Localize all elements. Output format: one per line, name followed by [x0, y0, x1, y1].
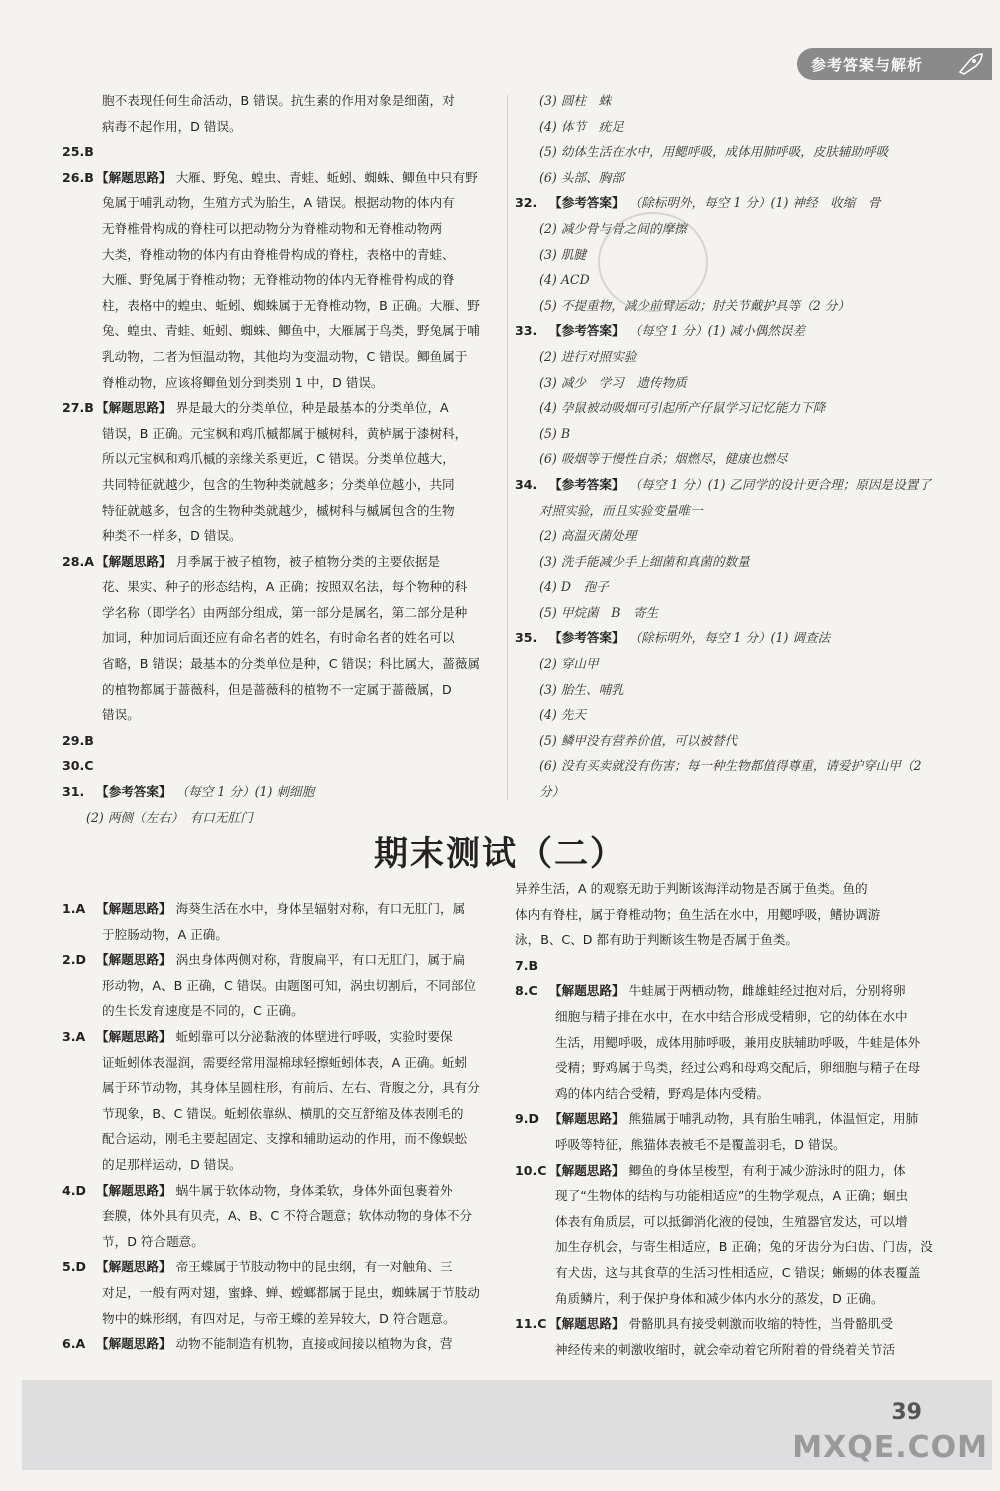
answer-line: [515, 1260, 955, 1286]
answer-text: 涡虫身体两侧对称，背腹扁平，有口无肛门，属于扁: [175, 952, 466, 968]
answer-line: [515, 728, 955, 754]
answer-text: 花、果实、种子的形态结构，A 正确；按照双名法，每个物种的科: [102, 579, 468, 595]
answer-line: [62, 446, 500, 472]
handwritten-answer: （每空 1 分）(1) 刺细胞: [175, 784, 315, 800]
answer-text: 省略，B 错误；最基本的分类单位是种，C 错误；科比属大，蔷薇属: [102, 656, 481, 672]
handwritten-answer: (2) 穿山甲: [539, 656, 599, 672]
answer-text: 现了“生物体的结构与功能相适应”的生物学观点，A 正确；蛔虫: [555, 1188, 909, 1204]
answer-line: [62, 651, 500, 677]
answer-text: 节现象，B、C 错误。蚯蚓依靠纵、横肌的交互舒缩及体表刚毛的: [102, 1105, 464, 1121]
answer-line: [515, 1055, 955, 1081]
bottom-left-column: [62, 896, 500, 1357]
question-number: 4.D: [62, 1182, 87, 1198]
bottom-right-column: [515, 876, 955, 1362]
answer-text: 骨骼肌具有接受刺激而收缩的特性，当骨骼肌受: [628, 1316, 894, 1332]
question-number: 5.D: [62, 1259, 87, 1275]
answer-line: [515, 216, 955, 242]
handwritten-answer: (3) 洗手能减少手上细菌和真菌的数量: [539, 553, 750, 569]
answer-line: [515, 1311, 955, 1337]
answer-text: 动物不能制造有机物，直接或间接以植物为食，营: [175, 1336, 453, 1352]
answer-line: [515, 344, 955, 370]
answer-text: 大雁、野兔属于脊椎动物；无脊椎动物的体内无脊椎骨构成的脊: [102, 272, 455, 288]
answer-line: [515, 190, 955, 216]
answer-tag: 【参考答案】: [549, 476, 625, 492]
answer-text: 蚯蚓靠可以分泌黏液的体壁进行呼吸，实验时要保: [175, 1028, 453, 1044]
answer-text: 有犬齿，这与其食草的生活习性相适应，C 错误；蜥蜴的体表覆盖: [555, 1264, 921, 1280]
answer-line: [62, 395, 500, 421]
answer-line: [62, 498, 500, 524]
answer-line: [515, 165, 955, 191]
answer-text: 所以元宝枫和鸡爪槭的亲缘关系更近，C 错误。分类单位越大，: [102, 451, 455, 467]
answer-line: [62, 947, 500, 973]
answer-line: [62, 344, 500, 370]
answer-line: [62, 973, 500, 999]
top-right-column: [515, 88, 955, 805]
handwritten-answer: （除标明外，每空 1 分）(1) 神经 收缩 骨: [628, 195, 881, 211]
answer-line: [515, 1030, 955, 1056]
answer-line: [62, 702, 500, 728]
question-number: 11.C: [515, 1316, 547, 1332]
answer-line: [62, 1152, 500, 1178]
answer-line: [62, 1178, 500, 1204]
answer-line: [515, 876, 955, 902]
answer-tag: 【解题思路】: [549, 1316, 625, 1332]
answer-text: 帝王蝶属于节肢动物中的昆虫纲，有一对触角、三: [175, 1259, 453, 1275]
answer-line: [515, 293, 955, 319]
handwritten-answer: (4) 先天: [539, 707, 587, 723]
answer-text: 属于环节动物，其身体呈圆柱形，有前后、左右、背腹之分，具有分: [102, 1080, 480, 1096]
answer-text: 牛蛙属于两栖动物，雌雄蛙经过抱对后，分别将卵: [628, 983, 906, 999]
answer-text: 加生存机会，与寄生相适应，B 正确；兔的牙齿分为臼齿、门齿，没: [555, 1239, 933, 1255]
answer-tag: 【参考答案】: [96, 784, 172, 800]
answer-line: [62, 1075, 500, 1101]
answer-line: [62, 922, 500, 948]
handwritten-answer: （每空 1 分）(1) 乙同学的设计更合理；原因是设置了: [628, 476, 931, 492]
answer-line: [515, 1081, 955, 1107]
answer-text: 受精；野鸡属于鸟类，经过公鸡和母鸡交配后，卵细胞与精子在母: [555, 1060, 921, 1076]
answer-line: [515, 1234, 955, 1260]
answer-text: 物中的蛛形纲，有四对足，与帝王蝶的差异较大，D 符合题意。: [102, 1310, 456, 1326]
answer-text: 呼吸等特征，熊猫体表被毛不是覆盖羽毛，D 错误。: [555, 1136, 846, 1152]
answer-text: 病毒不起作用，D 错误。: [102, 118, 242, 134]
answer-text: 错误。: [102, 707, 140, 723]
answer-text: 脊椎动物，应该将鲫鱼划分到类别 1 中，D 错误。: [102, 374, 384, 390]
answer-line: [515, 953, 955, 979]
question-number: 28.A: [62, 553, 95, 569]
answer-text: 细胞与精子排在水中，在水中结合形成受精卵，它的幼体在水中: [555, 1008, 908, 1024]
answer-line: [62, 472, 500, 498]
answer-text: 对足，一般有两对翅，蜜蜂、蝉、螳螂都属于昆虫，蜘蛛属于节肢动: [102, 1284, 480, 1300]
answer-text: 加词，种加词后面还应有命名者的姓名，有时命名者的姓名可以: [102, 630, 455, 646]
handwritten-answer: 对照实验，而且实验变量唯一: [539, 502, 703, 518]
answer-line: [62, 1126, 500, 1152]
question-number: 10.C: [515, 1162, 547, 1178]
question-number: 31.: [62, 784, 85, 800]
answer-line: [515, 702, 955, 728]
answer-line: [515, 395, 955, 421]
answer-text: 学名称（即学名）由两部分组成，第一部分是属名，第二部分是种: [102, 604, 468, 620]
handwritten-answer: (4) 体节 疣足: [539, 118, 624, 134]
answer-line: [62, 242, 500, 268]
answer-text: 的植物都属于蔷薇科，但是蔷薇科的植物不一定属于蔷薇属，D: [102, 681, 452, 697]
answer-line: [62, 677, 500, 703]
header-banner: [797, 48, 992, 80]
question-number: 1.A: [62, 901, 86, 916]
answer-line: [515, 779, 955, 805]
answer-line: [515, 1106, 955, 1132]
answer-text: 兔、蝗虫、青蛙、蚯蚓、蜘蛛、鲫鱼中，大雁属于鸟类，野兔属于哺: [102, 323, 480, 339]
answer-line: [62, 1229, 500, 1255]
handwritten-answer: (6) 没有买卖就没有伤害；每一种生物都值得尊重，请爱护穿山甲（2: [539, 758, 922, 774]
question-number: 35.: [515, 630, 538, 646]
answer-text: 蜗牛属于软体动物，身体柔软，身体外面包裹着外: [175, 1182, 453, 1198]
answer-text: 鲫鱼的身体呈梭型，有利于减少游泳时的阻力，体: [628, 1162, 906, 1178]
answer-line: [62, 88, 500, 114]
answer-line: [62, 1331, 500, 1357]
answer-line: [62, 139, 500, 165]
answer-line: [515, 318, 955, 344]
handwritten-answer: (5) 甲烷菌 B 寄生: [539, 604, 659, 620]
answer-text: 证蚯蚓体表湿润，需要经常用湿棉球轻擦蚯蚓体表，A 正确。蚯蚓: [102, 1054, 468, 1070]
handwritten-answer: (2) 进行对照实验: [539, 348, 637, 364]
answer-line: [62, 267, 500, 293]
answer-line: [515, 625, 955, 651]
answer-line: [515, 472, 955, 498]
answer-line: [62, 574, 500, 600]
question-number: 27.B: [62, 400, 94, 416]
header-title: 参考答案与解析: [811, 56, 924, 74]
answer-tag: 【解题思路】: [96, 1028, 172, 1044]
question-number: 8.C: [515, 983, 538, 999]
answer-line: [62, 318, 500, 344]
answer-line: [62, 728, 500, 754]
answer-text: 海葵生活在水中，身体呈辐射对称，有口无肛门，属: [175, 901, 466, 916]
answer-line: [515, 978, 955, 1004]
answer-tag: 【参考答案】: [549, 630, 625, 646]
answer-line: [515, 523, 955, 549]
answer-line: [515, 753, 955, 779]
answer-line: [515, 1132, 955, 1158]
answer-text: 乳动物，二者为恒温动物，其他均为变温动物，C 错误。鲫鱼属于: [102, 348, 468, 364]
answer-text: 的生长发育速度是不同的，C 正确。: [102, 1003, 304, 1019]
answer-tag: 【解题思路】: [96, 553, 172, 569]
handwritten-answer: (2) 两侧（左右） 有口无肛门: [86, 809, 253, 825]
answer-line: [515, 600, 955, 626]
answer-line: [62, 896, 500, 922]
column-divider: [507, 95, 508, 800]
handwritten-answer: (3) 圆柱 蛛: [539, 93, 612, 108]
answer-text: 特征就越多，包含的生物种类就越少，槭树科与槭属包含的生物: [102, 502, 455, 518]
answer-line: [62, 779, 500, 805]
question-number: 33.: [515, 323, 538, 339]
answer-text: 种类不一样多，D 错误。: [102, 528, 242, 544]
rocket-icon: [956, 52, 984, 76]
answer-text: 大雁、野兔、蝗虫、青蛙、蚯蚓、蜘蛛、鲫鱼中只有野: [175, 169, 478, 185]
answer-text: 生活，用鳃呼吸，成体用肺呼吸，兼用皮肤辅助呼吸，牛蛙是体外: [555, 1034, 921, 1050]
handwritten-answer: 分）: [539, 784, 565, 800]
answer-line: [62, 165, 500, 191]
answer-text: 月季属于被子植物，被子植物分类的主要依据是: [175, 553, 441, 569]
answer-tag: 【解题思路】: [549, 1162, 625, 1178]
question-number: 3.A: [62, 1028, 86, 1044]
answer-line: [515, 114, 955, 140]
answer-line: [515, 498, 955, 524]
answer-line: [62, 600, 500, 626]
answer-line: [515, 446, 955, 472]
question-number: 32.: [515, 195, 538, 211]
answer-text: 角质鳞片，利于保护身体和减少体内水分的蒸发，D 正确。: [555, 1290, 884, 1306]
handwritten-answer: (2) 高温灭菌处理: [539, 528, 637, 544]
answer-tag: 【解题思路】: [96, 400, 172, 416]
answer-tag: 【解题思路】: [96, 169, 172, 185]
answer-tag: 【解题思路】: [96, 1259, 172, 1275]
watermark-stamp: [598, 212, 708, 312]
answer-line: [62, 753, 500, 779]
handwritten-answer: (3) 肌腱: [539, 246, 587, 262]
handwritten-answer: （每空 1 分）(1) 减小偶然误差: [628, 323, 805, 339]
answer-tag: 【解题思路】: [96, 1182, 172, 1198]
question-number: 29.B: [62, 732, 94, 748]
answer-tag: 【解题思路】: [549, 983, 625, 999]
answer-line: [515, 1004, 955, 1030]
answer-text: 节，D 符合题意。: [102, 1233, 204, 1249]
answer-line: [515, 421, 955, 447]
answer-line: [515, 1158, 955, 1184]
answer-text: 大类，脊椎动物的体内有由脊椎骨构成的脊柱，表格中的青蛙、: [102, 246, 455, 262]
question-number: 6.A: [62, 1336, 86, 1352]
answer-text: 异养生活，A 的观察无助于判断该海洋动物是否属于鱼类。鱼的: [515, 881, 868, 896]
answer-tag: 【解题思路】: [96, 952, 172, 968]
answer-tag: 【解题思路】: [96, 901, 172, 916]
handwritten-answer: (4) ACD: [539, 272, 590, 288]
site-watermark: MXQE.COM: [792, 1430, 988, 1465]
answer-line: [515, 927, 955, 953]
question-number: 2.D: [62, 952, 87, 968]
answer-line: [515, 370, 955, 396]
answer-line: [62, 293, 500, 319]
answer-line: [62, 1050, 500, 1076]
answer-line: [515, 1337, 955, 1363]
answer-text: 形动物，A、B 正确，C 错误。由题图可知，涡虫切割后，不同部位: [102, 977, 477, 993]
answer-line: [62, 421, 500, 447]
answer-text: 无脊椎骨构成的脊柱可以把动物分为脊椎动物和无脊椎动物两: [102, 220, 443, 236]
answer-text: 泳，B、C、D 都有助于判断该生物是否属于鱼类。: [515, 932, 799, 948]
question-number: 7.B: [515, 957, 539, 973]
question-number: 25.B: [62, 144, 94, 160]
handwritten-answer: (3) 胎生、哺乳: [539, 681, 624, 697]
answer-line: [515, 88, 955, 114]
answer-line: [62, 523, 500, 549]
answer-line: [62, 1254, 500, 1280]
answer-text: 的足那样运动，D 错误。: [102, 1156, 242, 1172]
section-title: 期末测试（二）: [374, 834, 626, 874]
answer-text: 胞不表现任何生命活动，B 错误。抗生素的作用对象是细菌，对: [102, 93, 455, 108]
question-number: 9.D: [515, 1111, 540, 1127]
question-number: 26.B: [62, 169, 94, 185]
answer-tag: 【参考答案】: [549, 323, 625, 339]
answer-text: 套膜，体外具有贝壳，A、B、C 不符合题意；软体动物的身体不分: [102, 1208, 473, 1224]
answer-line: [62, 114, 500, 140]
answer-text: 鸡的体内结合受精，野鸡是体内受精。: [555, 1085, 770, 1101]
handwritten-answer: (6) 吸烟等于慢性自杀；烟燃尽，健康也燃尽: [539, 451, 788, 467]
answer-line: [515, 1209, 955, 1235]
answer-line: [515, 1286, 955, 1312]
answer-tag: 【参考答案】: [549, 195, 625, 211]
answer-text: 体表有角质层，可以抵御消化液的侵蚀，生殖器官发达，可以增: [555, 1213, 908, 1229]
answer-text: 熊猫属于哺乳动物，具有胎生哺乳，体温恒定，用肺: [628, 1111, 919, 1127]
handwritten-answer: (5) B: [539, 425, 571, 441]
handwritten-answer: (4) D 孢子: [539, 579, 609, 595]
handwritten-answer: (5) 幼体生活在水中，用鳃呼吸，成体用肺呼吸，皮肤辅助呼吸: [539, 144, 889, 160]
handwritten-answer: (2) 减少骨与骨之间的摩擦: [539, 220, 687, 236]
answer-line: [62, 190, 500, 216]
answer-line: [62, 216, 500, 242]
answer-line: [62, 1306, 500, 1332]
handwritten-answer: (4) 孕鼠被动吸烟可引起所产仔鼠学习记忆能力下降: [539, 400, 826, 416]
question-number: 34.: [515, 476, 538, 492]
answer-text: 界是最大的分类单位，种是最基本的分类单位，A: [175, 400, 449, 416]
answer-line: [515, 549, 955, 575]
question-number: 30.C: [62, 758, 94, 774]
answer-text: 共同特征就越少，包含的生物种类就越多；分类单位越小，共同: [102, 476, 455, 492]
answer-line: [515, 242, 955, 268]
answer-line: [515, 902, 955, 928]
answer-line: [62, 1280, 500, 1306]
handwritten-answer: (5) 不提重物，减少前臂运动；肘关节戴护具等（2 分）: [539, 297, 850, 313]
answer-tag: 【解题思路】: [549, 1111, 625, 1127]
answer-text: 于腔肠动物，A 正确。: [102, 926, 228, 942]
handwritten-answer: (6) 头部、胸部: [539, 169, 624, 185]
answer-line: [515, 651, 955, 677]
answer-line: [62, 370, 500, 396]
answer-text: 体内有脊柱，属于脊椎动物；鱼生活在水中，用鳃呼吸，鳍协调游: [515, 906, 881, 922]
answer-line: [515, 677, 955, 703]
handwritten-answer: (5) 鳞甲没有营养价值，可以被替代: [539, 732, 738, 748]
answer-text: 配合运动，刚毛主要起固定、支撑和辅助运动的作用，而不像蜈蚣: [102, 1131, 468, 1147]
answer-text: 错误，B 正确。元宝枫和鸡爪槭都属于槭树科，黄栌属于漆树科，: [102, 425, 468, 441]
answer-text: 柱，表格中的蝗虫、蚯蚓、蜘蛛属于无脊椎动物，B 正确。大雁、野: [102, 297, 480, 313]
answer-line: [62, 998, 500, 1024]
handwritten-answer: （除标明外，每空 1 分）(1) 调查法: [628, 630, 831, 646]
top-left-column: [62, 88, 500, 830]
answer-line: [62, 1024, 500, 1050]
answer-tag: 【解题思路】: [96, 1336, 172, 1352]
handwritten-answer: (3) 减少 学习 遗传物质: [539, 374, 687, 390]
answer-text: 神经传来的刺激收缩时，就会牵动着它所附着的骨绕着关节活: [555, 1341, 896, 1357]
page-number: 39: [891, 1400, 922, 1425]
answer-text: 兔属于哺乳动物，生殖方式为胎生，A 错误。根据动物的体内有: [102, 195, 455, 211]
answer-line: [62, 625, 500, 651]
answer-line: [62, 549, 500, 575]
answer-line: [515, 574, 955, 600]
answer-line: [62, 1101, 500, 1127]
answer-line: [515, 139, 955, 165]
answer-line: [515, 1183, 955, 1209]
answer-line: [62, 1203, 500, 1229]
answer-line: [515, 267, 955, 293]
